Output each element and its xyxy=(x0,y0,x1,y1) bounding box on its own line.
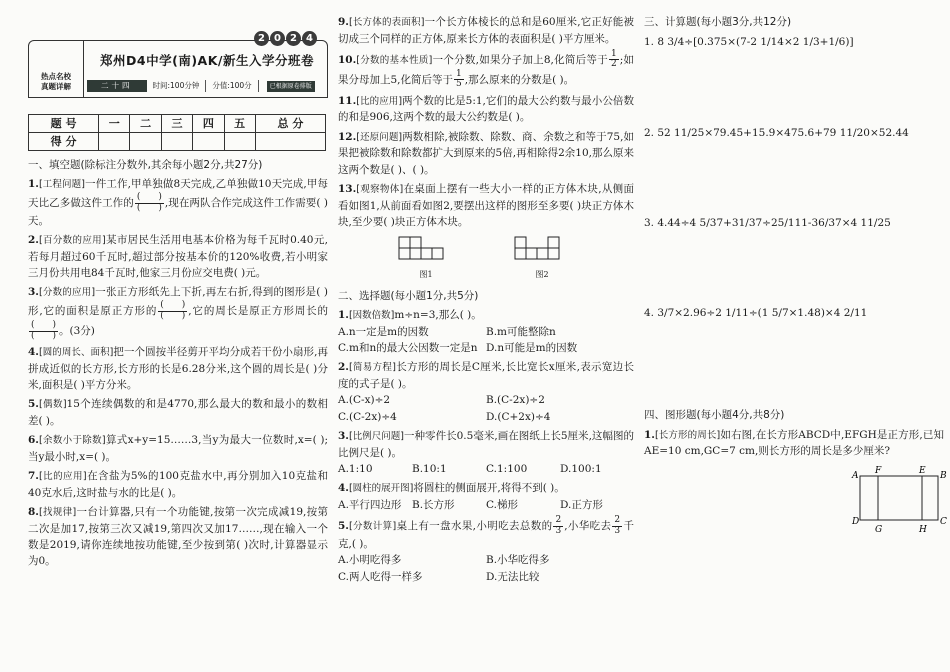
option: D.正方形 xyxy=(560,498,603,511)
question-13 xyxy=(338,181,634,230)
option: A.1:10 xyxy=(338,462,373,475)
question-text: 算式x+y=15……3,当y为最大一位数时,x=( );当y最小时,x=( )。 xyxy=(28,434,328,463)
option: C.两人吃得一样多 xyxy=(338,570,423,583)
header-label-2: 真题详解 xyxy=(41,81,71,91)
column-left xyxy=(28,0,328,672)
fraction: $\frac{1}{5}$ xyxy=(456,68,462,90)
question-number: 2. xyxy=(28,234,39,247)
question-text: 如右图,在长方形ABCD中,EFGH是正方形,已知AE=10 cm,GC=7 cm,则长方形的周长是多少厘米? xyxy=(644,428,944,458)
question-4 xyxy=(28,344,328,393)
rectangle-figure xyxy=(644,464,947,554)
question-tag: [百分数的应用] xyxy=(38,235,106,247)
question-number: 8. xyxy=(28,506,39,519)
geometry-1 xyxy=(644,427,944,460)
question-3 xyxy=(28,284,328,340)
option: A.平行四边形 xyxy=(338,498,402,511)
year-digit: 4 xyxy=(302,31,317,46)
option: C.(C-2x)÷4 xyxy=(338,410,397,423)
option: D.n可能是m的因数 xyxy=(486,342,578,355)
option: B.m可能整除n xyxy=(486,325,556,338)
score-cell: 五 xyxy=(224,115,255,133)
question-7 xyxy=(28,468,328,501)
label-H: H xyxy=(919,524,927,535)
question-text: ,它的周长是原正方形周长的 xyxy=(188,305,328,318)
question-6 xyxy=(28,432,328,465)
side-view-figure xyxy=(398,236,454,262)
question-text: ,小华吃去 xyxy=(564,520,612,533)
choice-2 xyxy=(338,359,634,425)
score-value-row xyxy=(29,133,326,151)
paper-number: 二十四 xyxy=(87,80,147,92)
question-text: 一台计算器,只有一个功能键,按第一次完成减19,按第二次是加17,按第三次又减19,第四次又加17……,现在输入一个数是2019,请你连续地按功能键,至少按到第( )次时,计算器显示为0。 xyxy=(28,506,328,568)
question-number: 1. xyxy=(338,309,349,322)
question-text: ,现在两队合作完成这件工作需要( )天。 xyxy=(28,197,328,227)
options xyxy=(338,497,634,513)
figure-1 xyxy=(398,236,454,282)
score-cell xyxy=(224,133,255,151)
option: C.梯形 xyxy=(486,498,518,511)
option: C.1:100 xyxy=(486,462,528,475)
options xyxy=(338,552,634,568)
question-tag: [圆柱的展开图] xyxy=(348,483,414,495)
question-tag: [分数的应用] xyxy=(38,287,96,299)
label-A: A xyxy=(852,470,859,481)
question-tag: [分数计算] xyxy=(348,521,397,533)
calc-1: 1. 8 3/4÷[0.375×(7-2 1/14×2 1/3+1/6)] xyxy=(644,36,854,49)
score-cell xyxy=(99,133,130,151)
score-cell xyxy=(193,133,224,151)
question-tag: [简易方程] xyxy=(348,362,396,374)
blank-fraction: $\frac{( )}{( )}$ xyxy=(136,192,162,213)
question-text: m÷n=3,那么( )。 xyxy=(394,309,482,322)
option: B.10:1 xyxy=(412,462,447,475)
question-text: 一件工作,甲单独做8天完成,乙单独做10天完成,甲每天比乙多做这件工作的 xyxy=(28,178,328,210)
blank-fraction: $\frac{( )}{( )}$ xyxy=(160,300,186,321)
section-1-title: 一、填空题(除标注分数外,其余每小题2分,共27分) xyxy=(28,159,263,172)
question-number: 6. xyxy=(28,434,39,447)
question-text: 把一个圆按半径剪开平均分成若干份小扇形,再拼成近似的长方形,长方形的长是6.28分米,这个圆的周长是( )分米,面积是( )平方分米。 xyxy=(28,345,328,391)
question-number: 1. xyxy=(28,178,39,191)
header-label-1: 热点名校 xyxy=(41,72,71,82)
header-info-bar xyxy=(87,80,323,92)
options xyxy=(338,324,634,340)
score-cell: 四 xyxy=(193,115,224,133)
question-number: 1. xyxy=(644,428,655,441)
exam-title: 郑州D4中学(南)AK/新生入学分班卷 xyxy=(100,53,314,68)
question-8 xyxy=(28,504,328,570)
question-text: 千克,( )。 xyxy=(338,520,635,551)
option: B.(C-2x)÷2 xyxy=(486,394,545,407)
front-view-figure xyxy=(514,236,570,262)
score-cell: 得 分 xyxy=(29,133,99,151)
question-number: 12. xyxy=(338,130,357,143)
question-1 xyxy=(28,176,328,229)
question-number: 3. xyxy=(28,286,39,299)
options xyxy=(338,409,634,425)
question-text: 一个分数,如果分子加上8,化简后等于 xyxy=(432,53,608,66)
calc-4: 4. 3/7×2.96÷2 1/11÷(1 5/7×1.48)×4 2/11 xyxy=(644,307,868,320)
section-3-title: 三、计算题(每小题3分,共12分) xyxy=(644,16,792,28)
exam-header xyxy=(28,33,328,98)
question-text: 桌上有一盘水果,小明吃去总数的 xyxy=(396,520,553,533)
option: A.小明吃得多 xyxy=(338,554,402,567)
choice-3 xyxy=(338,428,634,477)
question-text: 一个长方体棱长的总和是60厘米,它正好能被切成三个同样的正方体,原来长方体的表面积是( )平方厘米。 xyxy=(338,16,634,45)
option: D.(C+2x)÷4 xyxy=(486,410,551,423)
question-text: 在含盐为5%的100克盐水中,再分别加入10克盐和40克水后,这时盐与水的比是( )。 xyxy=(28,470,328,499)
question-text: 一张正方形纸先上下折,再左右折,得到的图形是( )形,它的面积是原正方形的 xyxy=(28,286,328,318)
score-cell xyxy=(161,133,192,151)
score-cell: 一 xyxy=(99,115,130,133)
question-text: 某市居民生活用电基本价格为每千瓦时0.40元,若每月超过60千瓦时,超过部分按基本价的120%收费,若小明家三月份共用电84千瓦时,他家三月份应交电费( )元。 xyxy=(28,234,328,280)
label-D: D xyxy=(852,516,860,527)
question-text: ,那么原来的分数是( )。 xyxy=(464,73,575,86)
label-C: C xyxy=(940,516,947,527)
question-tag: [还原问题] xyxy=(356,131,403,143)
year-digit: 2 xyxy=(286,31,301,46)
question-tag: [比的应用] xyxy=(356,95,403,107)
question-text: 长方形的周长是C厘米,长比宽长x厘米,表示宽边长度的式子是( )。 xyxy=(338,361,634,391)
question-number: 5. xyxy=(28,398,39,411)
section-4-title: 四、图形题(每小题4分,共8分) xyxy=(644,409,785,422)
view-figures xyxy=(398,236,634,282)
figure-1-caption: 图1 xyxy=(419,270,433,280)
question-text: 一种零件长0.5毫米,画在图纸上长5厘米,这幅图的比例尺是( )。 xyxy=(338,429,634,459)
question-11 xyxy=(338,93,634,126)
time-label: 时间:100分钟 xyxy=(147,80,207,92)
fraction: $\frac{2}{3}$ xyxy=(555,515,562,536)
question-10 xyxy=(338,50,634,90)
choice-5 xyxy=(338,516,634,585)
question-number: 4. xyxy=(338,482,349,495)
column-right xyxy=(644,0,947,672)
question-9 xyxy=(338,14,634,47)
question-12 xyxy=(338,129,634,178)
question-tag: [工程问题] xyxy=(38,179,85,191)
column-middle xyxy=(338,0,634,672)
question-text: 15个连续偶数的和是4770,那么最大的数和最小的数相差( )。 xyxy=(28,398,328,427)
options xyxy=(338,340,634,356)
fraction: $\frac{2}{3}$ xyxy=(614,515,621,536)
label-E: E xyxy=(919,465,926,476)
option: C.m和n的最大公因数一定是n xyxy=(338,342,478,355)
year-digit: 0 xyxy=(270,31,285,46)
score-cell: 总 分 xyxy=(255,115,325,133)
question-tag: [长方形的周长] xyxy=(654,429,721,441)
score-cell xyxy=(255,133,325,151)
option: D.无法比较 xyxy=(486,570,540,583)
options xyxy=(338,392,634,408)
layout-badge: 已根据原卷排版 xyxy=(267,81,315,92)
calc-2: 2. 52 11/25×79.45+15.9×475.6+79 11/20×52.44 xyxy=(644,126,909,139)
question-tag: [因数倍数] xyxy=(348,310,395,322)
question-number: 10. xyxy=(338,53,357,66)
figure-2 xyxy=(514,236,570,282)
question-tag: [观察物体] xyxy=(356,183,404,195)
label-G: G xyxy=(875,524,883,535)
year-badge xyxy=(254,31,317,46)
year-digit: 2 xyxy=(254,31,269,46)
question-text: 两个数的比是5:1,它们的最大公约数与最小公倍数的和是906,这两个数的最大公约数是( )。 xyxy=(338,94,634,124)
score-label: 分值:100分 xyxy=(206,80,258,92)
figure-2-caption: 图2 xyxy=(535,270,549,280)
question-text: 。(3分) xyxy=(59,325,95,337)
question-number: 4. xyxy=(28,345,39,358)
question-tag: [圆的周长、面积] xyxy=(38,346,114,358)
option: B.小华吃得多 xyxy=(486,554,550,567)
score-cell: 三 xyxy=(161,115,192,133)
label-B: B xyxy=(940,470,947,481)
score-cell: 二 xyxy=(130,115,161,133)
score-table xyxy=(28,114,326,151)
label-F: F xyxy=(875,465,882,476)
question-tag: [偶数] xyxy=(38,399,67,411)
question-text: 将圆柱的侧面展开,将得不到( )。 xyxy=(413,482,565,495)
question-text: 在桌面上摆有一些大小一样的正方体木块,从侧面看如图1,从前面看如图2,要摆出这样的图形至多要( )块正方体木块,至少要( )块正方体木块。 xyxy=(338,182,634,228)
question-number: 7. xyxy=(28,470,39,483)
question-number: 11. xyxy=(338,94,357,107)
question-tag: [比例尺问题] xyxy=(348,430,404,442)
question-number: 13. xyxy=(338,182,357,195)
option: D.100:1 xyxy=(560,462,602,475)
score-cell xyxy=(130,133,161,151)
question-number: 3. xyxy=(338,429,349,442)
choice-1 xyxy=(338,307,634,356)
question-tag: [比的应用] xyxy=(38,471,87,483)
section-2-title: 二、选择题(每小题1分,共5分) xyxy=(338,289,479,302)
question-number: 2. xyxy=(338,361,349,374)
question-tag: [分数的基本性质] xyxy=(356,54,433,66)
question-text: ;如果分母加上5,化简后等于 xyxy=(338,53,635,86)
fraction: $\frac{1}{2}$ xyxy=(610,48,617,70)
calc-3: 3. 4.44÷4 5/37+31/37÷25/111-36/37×4 11/25 xyxy=(644,216,891,229)
score-cell: 题 号 xyxy=(29,115,99,133)
choice-4 xyxy=(338,480,634,513)
option: B.长方形 xyxy=(412,498,455,511)
header-label-box xyxy=(29,41,84,97)
blank-fraction: $\frac{( )}{( )}$ xyxy=(31,320,57,341)
question-tag: [长方体的表面积] xyxy=(348,17,425,28)
question-number: 5. xyxy=(338,520,349,533)
question-5 xyxy=(28,396,328,429)
options xyxy=(338,569,634,585)
options xyxy=(338,461,634,477)
option: A.(C-x)÷2 xyxy=(338,394,391,407)
option: A.n一定是m的因数 xyxy=(338,325,429,338)
question-number: 9. xyxy=(338,16,349,28)
question-tag: [找规律] xyxy=(38,507,77,519)
question-tag: [余数小于除数] xyxy=(38,435,106,447)
question-2 xyxy=(28,232,328,281)
score-header-row xyxy=(29,115,326,133)
question-text: 两数相除,被除数、除数、商、余数之和等于75,如果把被除数和除数都扩大到原来的5倍,再相除得2余10,那么原来这两个数是( )、( )。 xyxy=(338,130,634,176)
